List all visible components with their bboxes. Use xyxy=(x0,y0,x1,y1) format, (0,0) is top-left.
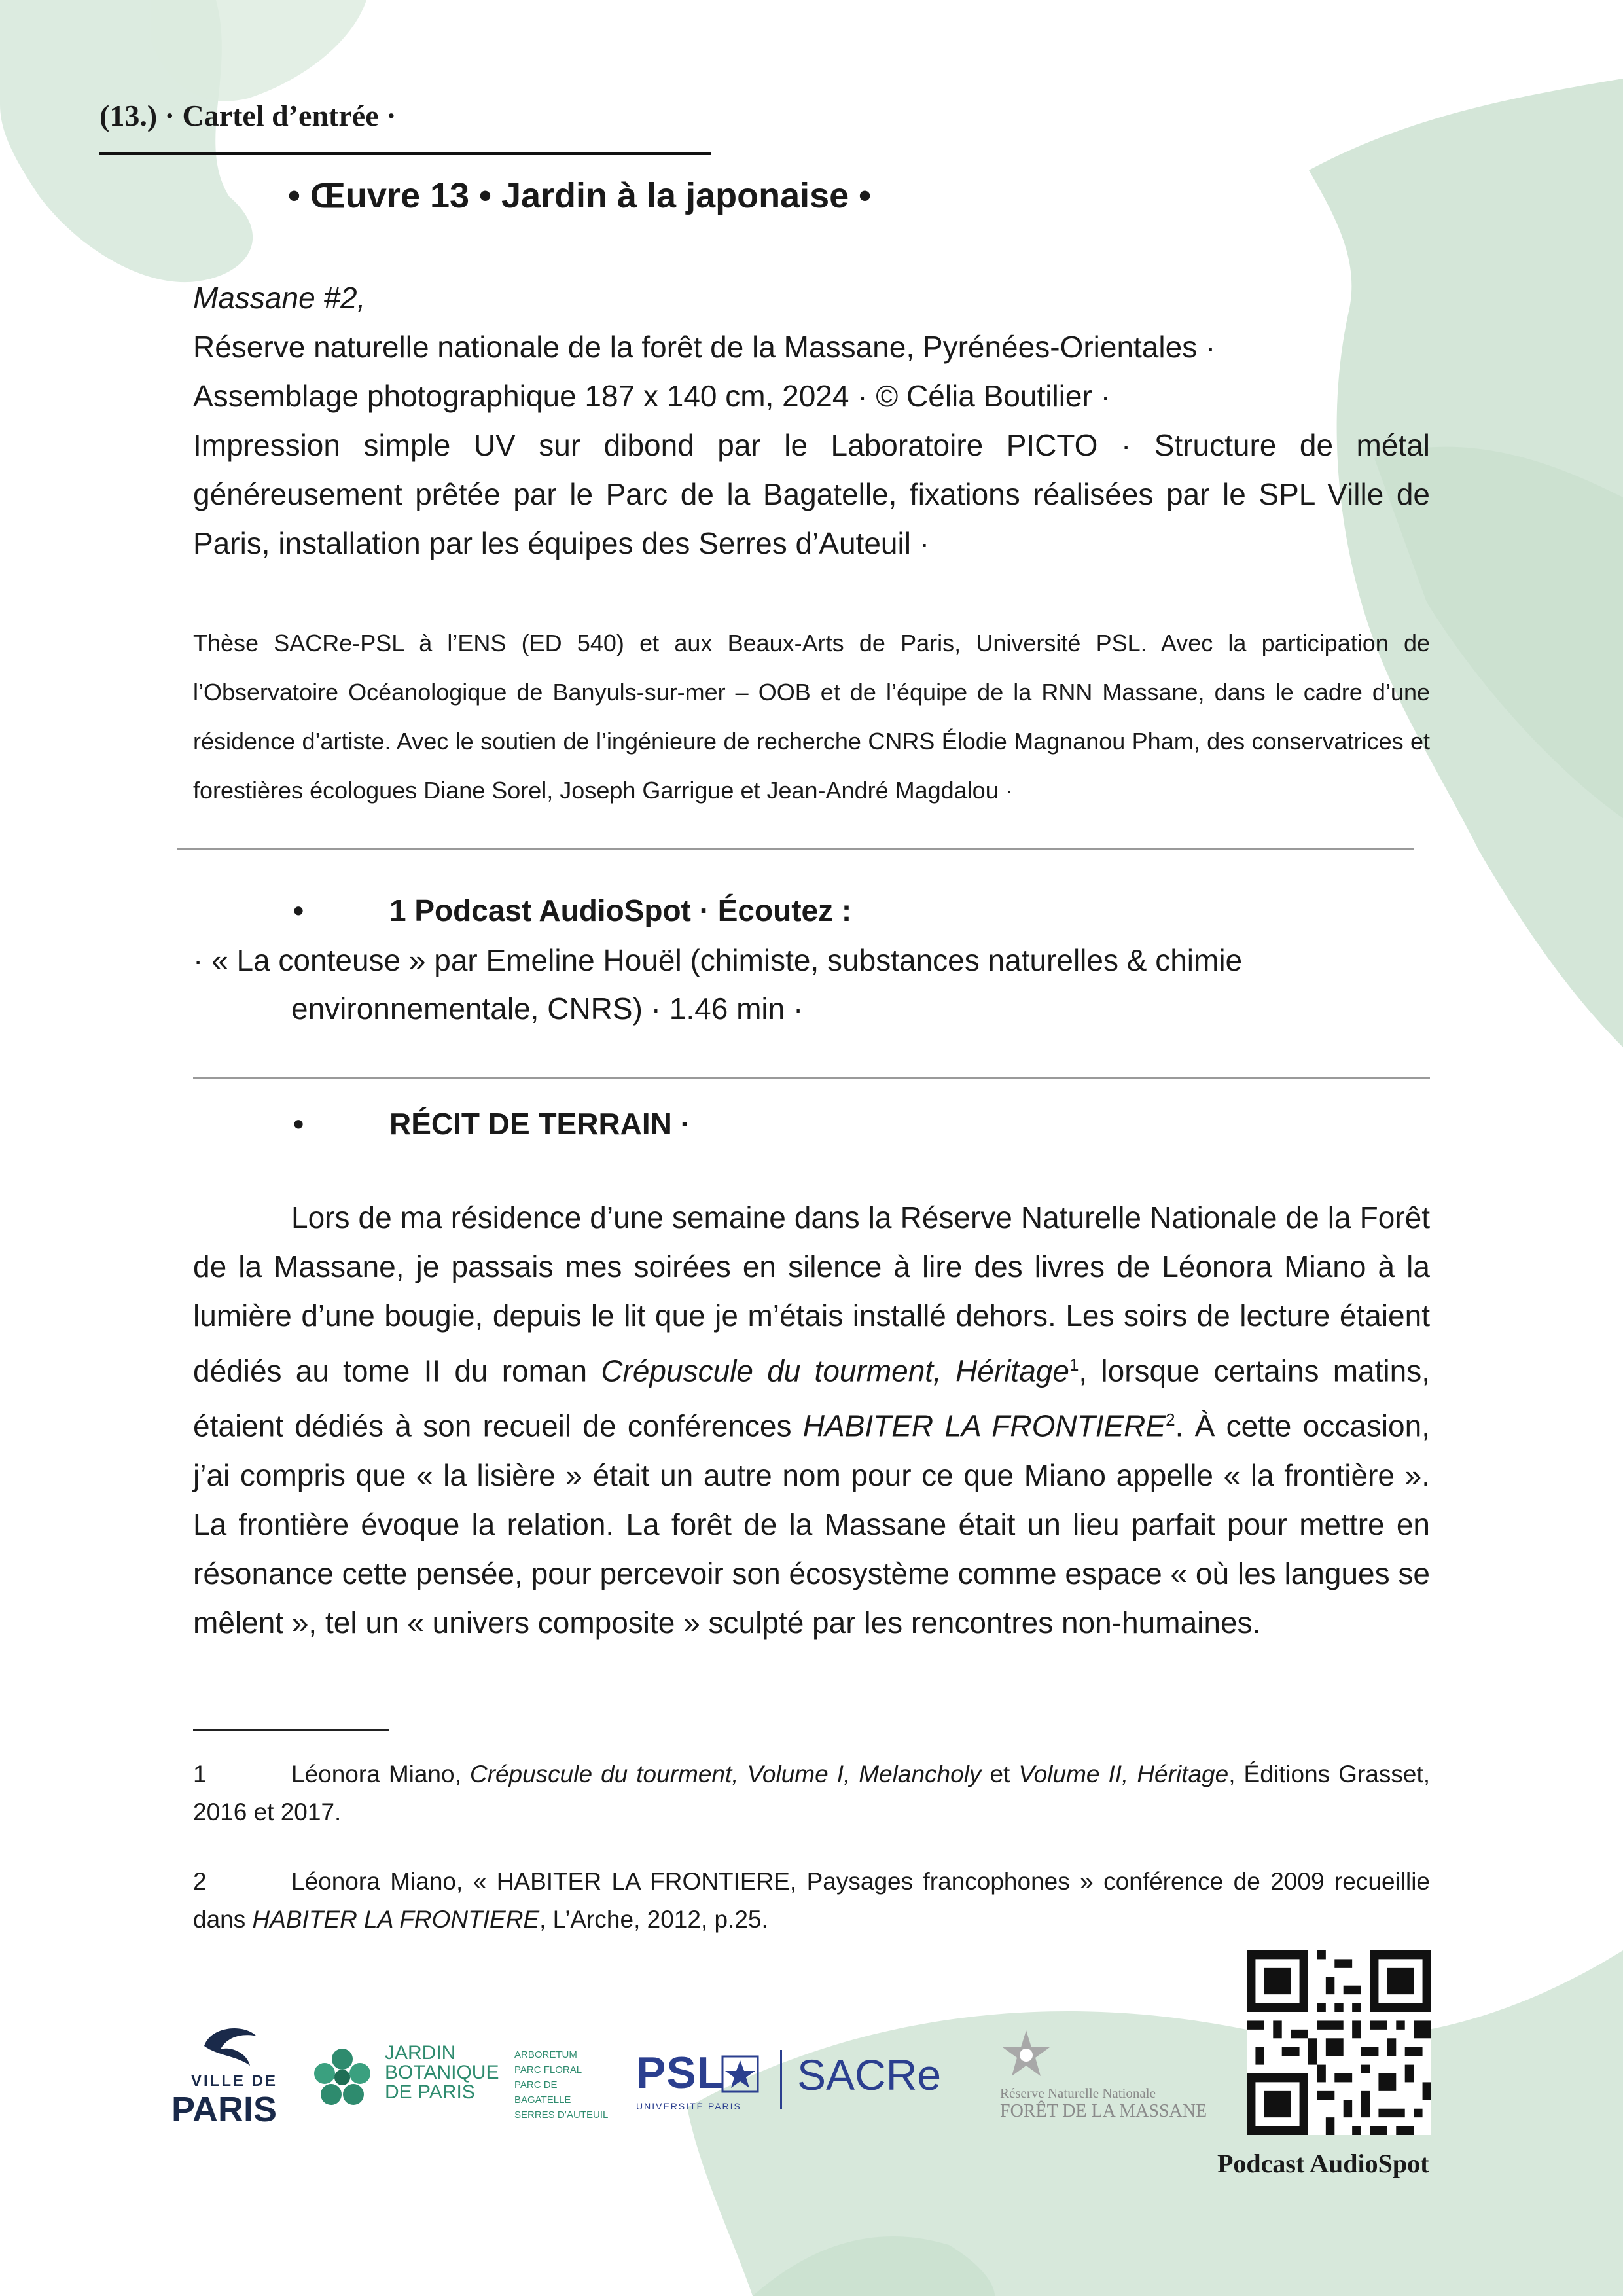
footnote-text: et xyxy=(981,1761,1019,1787)
recit-text-part1: Lors de ma résidence d’une semaine dans la Réserve Naturelle Nationale de la Forêt de la Massane, je passais mes soirées en silence à lire des livres de Léonora Miano à la lumière d’une bougie, depuis le lit que je m’étais installé dehors. Les soirs de lecture étaient dédiés au tome II du roman xyxy=(193,1200,1430,1388)
ville-de-paris-logo xyxy=(171,2020,289,2131)
ville-de-paris-text: PARIS xyxy=(171,2090,277,2129)
footnote-italic: HABITER LA FRONTIERE xyxy=(252,1906,540,1933)
footnote-ref-2: 2 xyxy=(1166,1410,1175,1430)
footnote-italic: Volume II, Héritage xyxy=(1018,1761,1229,1787)
footnote-1 xyxy=(193,1755,1430,1831)
ville-de-paris-small: VILLE DE xyxy=(191,2072,278,2090)
footnote-text: , L’Arche, 2012, p.25. xyxy=(539,1906,768,1933)
recit-italic-title1: Crépuscule du tourment, Héritage xyxy=(601,1354,1069,1388)
psl-sacre-logo xyxy=(636,2047,963,2119)
jardin-line: DE PARIS xyxy=(385,2081,475,2103)
qr-caption: Podcast AudioSpot xyxy=(1217,2149,1429,2178)
artwork-name: Massane #2, xyxy=(193,281,366,315)
jardin-site: PARC DE BAGATELLE xyxy=(514,2079,571,2106)
artwork-title: • Œuvre 13 • Jardin à la japonaise • xyxy=(288,176,872,215)
section-divider xyxy=(177,848,1414,850)
header-rule xyxy=(99,152,711,155)
footnote-number: 2 xyxy=(193,1868,207,1895)
footnote-text: Léonora Miano, xyxy=(291,1761,470,1787)
jardin-botanique-logo xyxy=(306,2041,614,2119)
footnote-text: Léonora Miano, « HABITER LA FRONTIERE, Paysages francophones » conférence de 2009 recueillie dans xyxy=(193,1868,1430,1933)
jardin-site: SERRES D’AUTEUIL xyxy=(514,2109,609,2121)
reserve-massane-logo xyxy=(1000,2029,1222,2127)
podcast-entry-line2: environnementale, CNRS) · 1.46 min · xyxy=(291,992,804,1026)
recit-italic-title2: HABITER LA FRONTIERE xyxy=(802,1408,1166,1443)
footnote-rule xyxy=(193,1729,389,1731)
artwork-production: Impression simple UV sur dibond par le Laboratoire PICTO · Structure de métal généreusement prêtée par le Parc de la Bagatelle, fixations réalisées par le SPL Ville de Paris, installation par les équipes des Serres d’Auteuil · xyxy=(193,428,1430,560)
psl-sub-text: UNIVERSITÉ PARIS xyxy=(636,2101,741,2111)
podcast-entry xyxy=(193,936,1242,1033)
logo-divider xyxy=(780,2050,782,2109)
psl-text: PSL xyxy=(636,2048,725,2098)
jardin-line: JARDIN xyxy=(385,2042,456,2064)
podcast-entry-line1: · « La conteuse » par Emeline Houël (chimiste, substances naturelles & chimie xyxy=(193,943,1243,977)
jardin-sites-list xyxy=(514,2047,614,2123)
footnote-italic: Crépuscule du tourment, Volume I, Melancholy xyxy=(469,1761,982,1787)
credits-text: Thèse SACRe-PSL à l’ENS (ED 540) et aux Beaux-Arts de Paris, Université PSL. Avec la participation de l’Observatoire Océanologique de Banyuls-sur-mer – OOB et de l’équipe de la RNN Massane, dans le cadre d’une résidence d’artiste. Avec le soutien de l’ingénieure de recherche CNRS Élodie Magnanou Pham, des conservatrices et forestières écologues Diane Sorel, Joseph Garrigue et Jean-André Magdalou · xyxy=(193,630,1430,804)
recit-paragraph xyxy=(193,1193,1430,1647)
page-header-label: (13.) · Cartel d’entrée · xyxy=(99,99,397,132)
flower-icon xyxy=(306,2041,378,2113)
jardin-name xyxy=(385,2043,499,2102)
recit-text-part2: , lorsque certains matins, étaient dédiés à son recueil de conférences xyxy=(193,1354,1430,1443)
jardin-site: ARBORETUM xyxy=(514,2049,577,2060)
ville-de-paris-emblem-icon xyxy=(191,2020,270,2072)
section-divider xyxy=(193,1077,1430,1079)
footnote-ref-1: 1 xyxy=(1069,1355,1079,1374)
star-emblem-icon xyxy=(1000,2029,1052,2081)
footnote-2 xyxy=(193,1863,1430,1939)
qr-code-icon[interactable] xyxy=(1247,1950,1431,2135)
podcast-heading: 1 Podcast AudioSpot · Écoutez : xyxy=(389,893,852,927)
footnote-number: 1 xyxy=(193,1761,207,1787)
reserve-subtitle: Réserve Naturelle Nationale xyxy=(1000,2085,1156,2101)
artwork-technique: Assemblage photographique 187 x 140 cm, 2024 · © Célia Boutilier · xyxy=(193,379,1111,413)
recit-text-part3: . À cette occasion, j’ai compris que « la lisière » était un autre nom pour ce que Miano appelle « la frontière ». La frontière évoque la relation. La forêt de la Massane était un lieu parfait pour mettre en résonance cette pensée, pour percevoir son écosystème comme espace « où les langues se mêlent », tel un « univers composite » sculpté par les rencontres non-humaines. xyxy=(193,1408,1430,1640)
jardin-site: PARC FLORAL xyxy=(514,2064,582,2075)
recit-bullet: • xyxy=(293,1107,304,1141)
reserve-title: FORÊT DE LA MASSANE xyxy=(1000,2101,1207,2121)
jardin-line: BOTANIQUE xyxy=(385,2062,499,2083)
artwork-location: Réserve naturelle nationale de la forêt de la Massane, Pyrénées-Orientales · xyxy=(193,330,1216,364)
footnote-text: , Éditions Grasset, 2016 et 2017. xyxy=(193,1761,1430,1825)
sacre-text: SACRe xyxy=(797,2051,942,2099)
recit-heading: RÉCIT DE TERRAIN · xyxy=(389,1107,690,1141)
star-icon xyxy=(721,2055,759,2093)
leaf-shape-top-center xyxy=(151,0,366,101)
podcast-bullet: • xyxy=(293,893,304,927)
artwork-metadata xyxy=(193,274,1430,568)
